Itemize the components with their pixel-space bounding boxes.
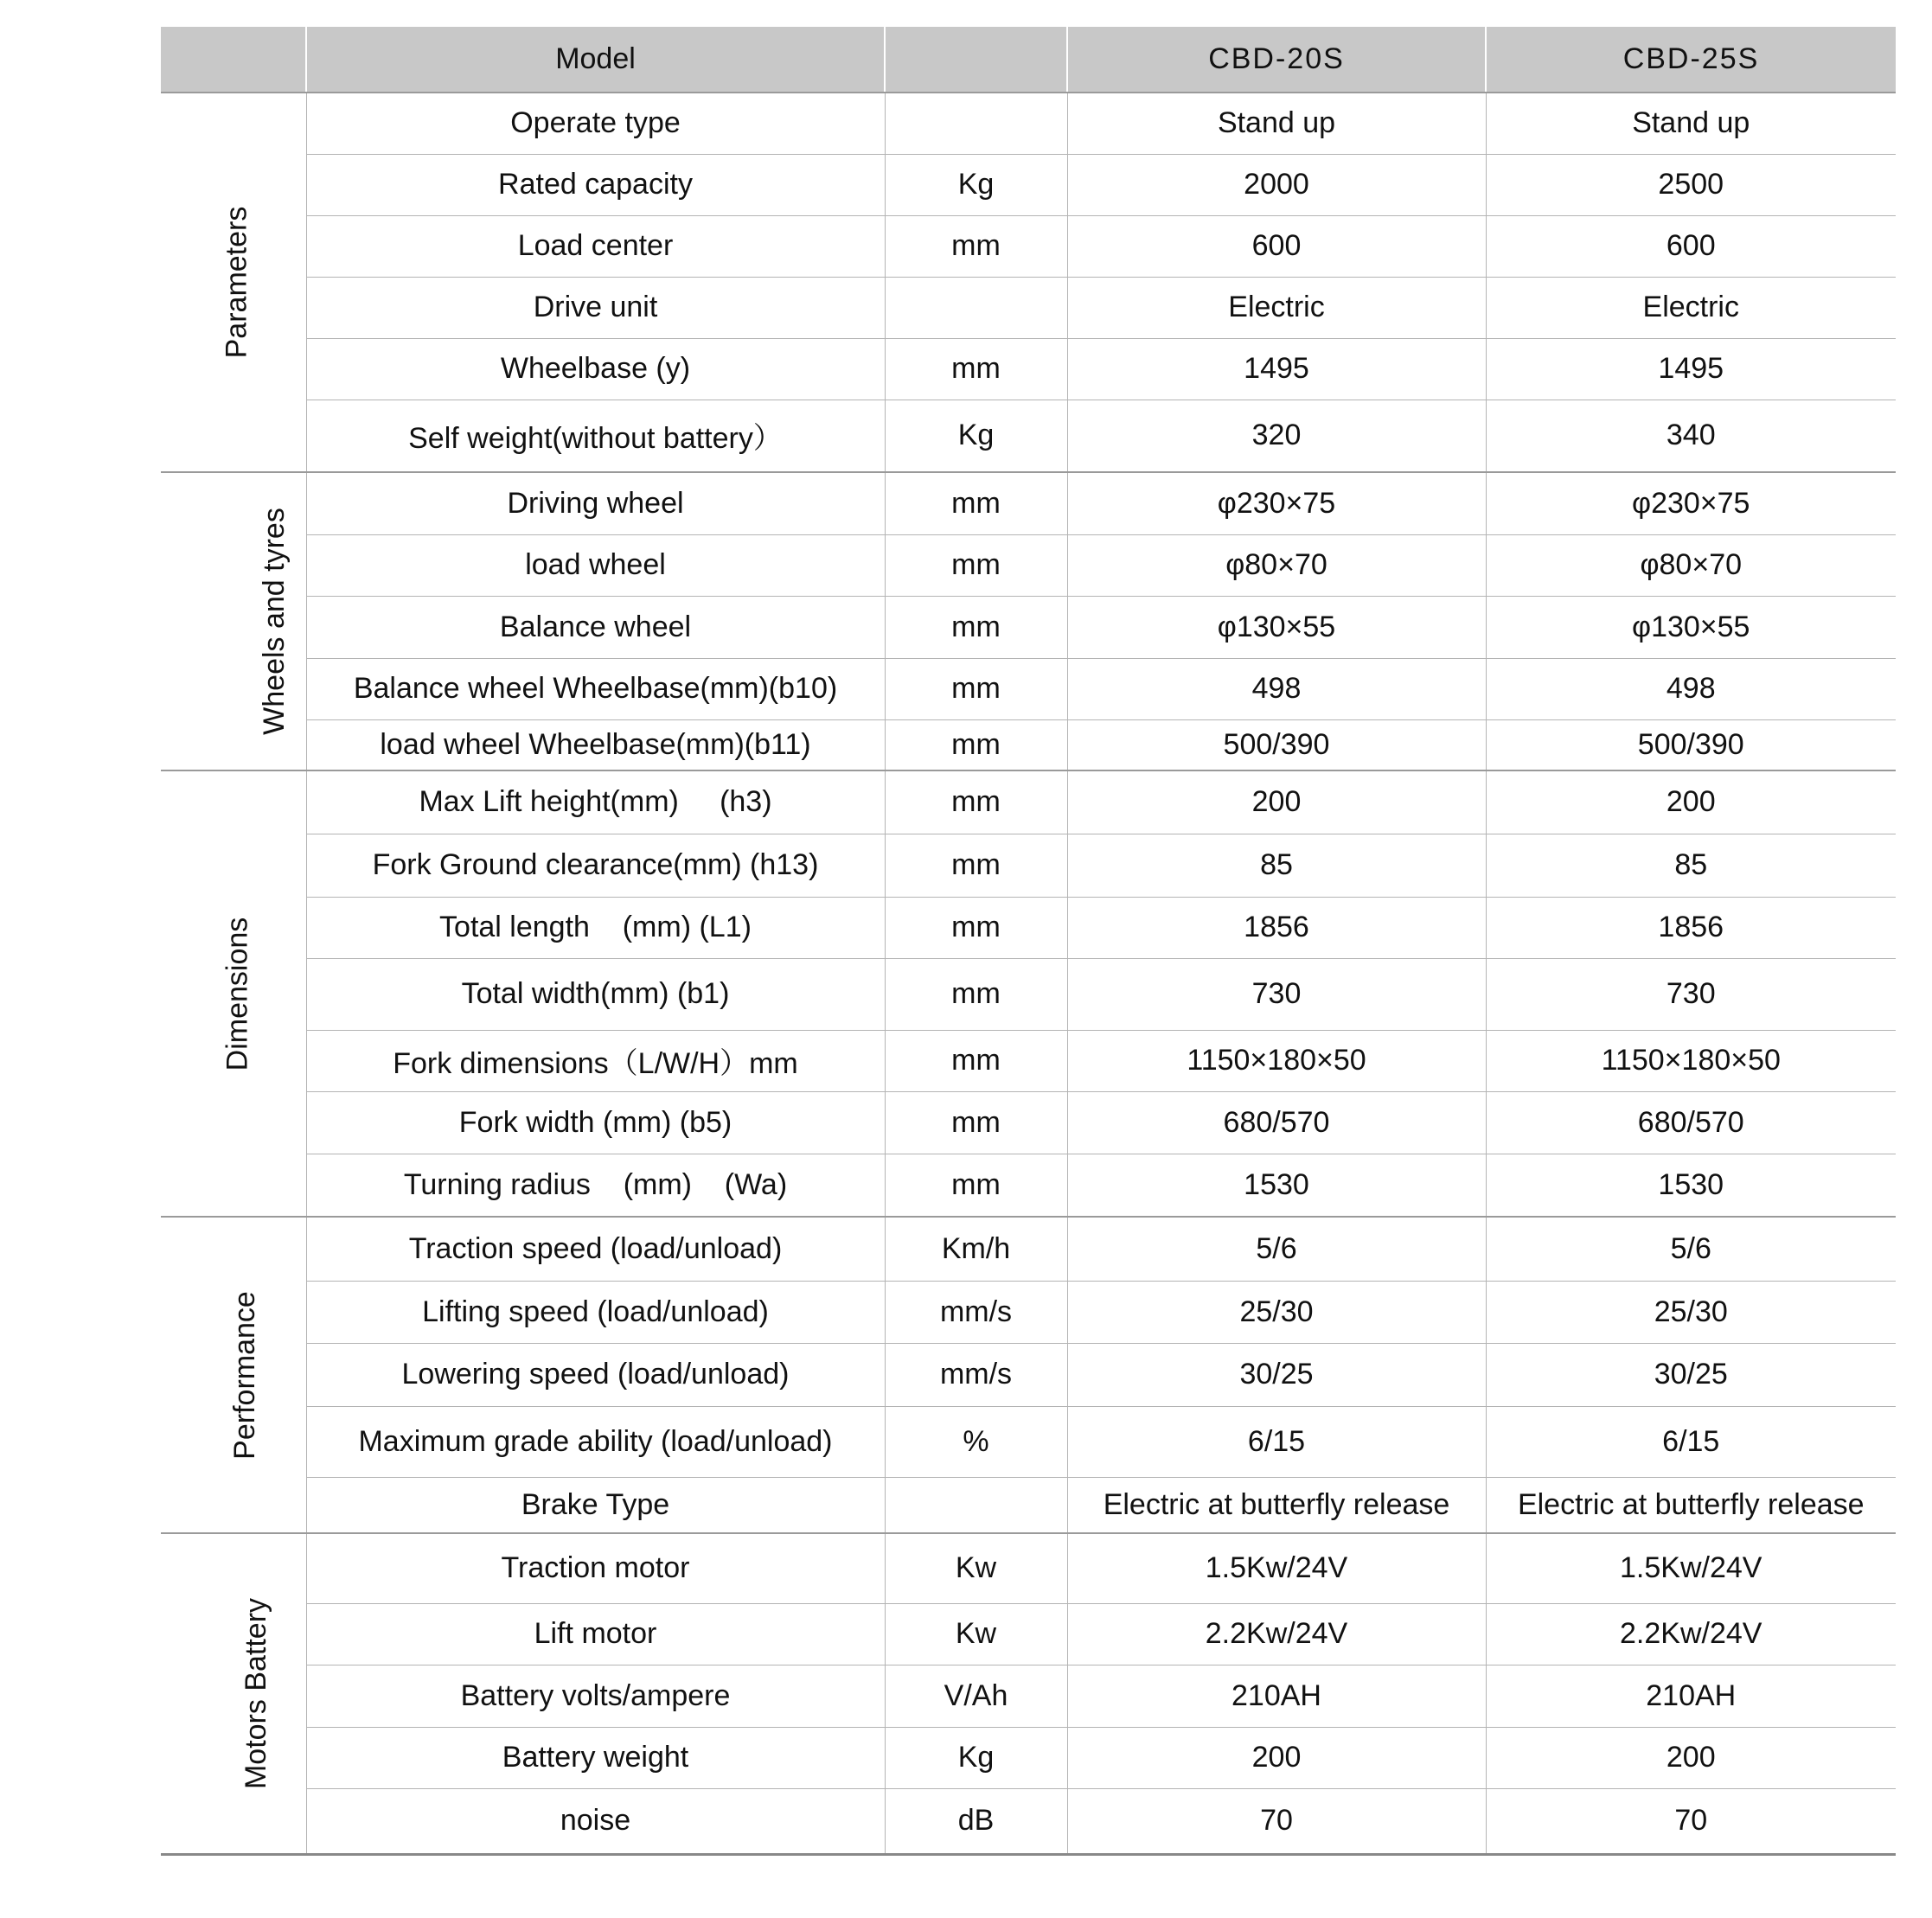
spec-value-cbd-20s: 200 [1067, 1727, 1486, 1788]
spec-label: Battery volts/ampere [306, 1665, 885, 1727]
spec-value-cbd-20s: Stand up [1067, 93, 1486, 154]
table-row [161, 277, 1896, 338]
spec-value-cbd-25s: 2.2Kw/24V [1486, 1603, 1896, 1665]
table-row [161, 1343, 1896, 1406]
spec-label: Max Lift height(mm) (h3) [306, 770, 885, 834]
table-row [161, 1533, 1896, 1603]
spec-label: Total width(mm) (b1) [306, 958, 885, 1030]
spec-value-cbd-20s: 6/15 [1067, 1406, 1486, 1477]
spec-unit: mm [885, 897, 1067, 958]
spec-unit: mm [885, 958, 1067, 1030]
spec-label: Drive unit [306, 277, 885, 338]
spec-label: noise [306, 1788, 885, 1854]
table-row [161, 719, 1896, 770]
spec-label: load wheel Wheelbase(mm)(b11) [306, 719, 885, 770]
spec-label: Traction speed (load/unload) [306, 1217, 885, 1281]
spec-body [161, 93, 1896, 1854]
spec-value-cbd-25s: 70 [1486, 1788, 1896, 1854]
spec-value-cbd-25s: 30/25 [1486, 1343, 1896, 1406]
group-label: Performance [227, 1290, 261, 1460]
spec-unit [885, 93, 1067, 154]
table-row [161, 215, 1896, 277]
spec-value-cbd-25s: 730 [1486, 958, 1896, 1030]
spec-unit: dB [885, 1788, 1067, 1854]
table-row [161, 834, 1896, 897]
table-row [161, 1091, 1896, 1154]
spec-unit [885, 1477, 1067, 1533]
spec-unit: Kg [885, 154, 1067, 215]
spec-value-cbd-20s: 1.5Kw/24V [1067, 1533, 1486, 1603]
table-row [161, 1603, 1896, 1665]
spec-unit: mm [885, 534, 1067, 596]
spec-value-cbd-20s: 2.2Kw/24V [1067, 1603, 1486, 1665]
spec-label: Lift motor [306, 1603, 885, 1665]
spec-label: Load center [306, 215, 885, 277]
spec-unit: mm/s [885, 1343, 1067, 1406]
spec-value-cbd-20s: 25/30 [1067, 1281, 1486, 1343]
spec-value-cbd-25s: φ130×55 [1486, 596, 1896, 658]
spec-value-cbd-25s: Electric at butterfly release [1486, 1477, 1896, 1533]
spec-unit [885, 277, 1067, 338]
table-row [161, 897, 1896, 958]
table-row [161, 770, 1896, 834]
spec-label: Fork Ground clearance(mm) (h13) [306, 834, 885, 897]
spec-value-cbd-20s: 85 [1067, 834, 1486, 897]
spec-value-cbd-20s: 70 [1067, 1788, 1486, 1854]
spec-label: Total length (mm) (L1) [306, 897, 885, 958]
spec-value-cbd-25s: 1495 [1486, 338, 1896, 400]
spec-value-cbd-25s: 2500 [1486, 154, 1896, 215]
group-cell [161, 93, 306, 472]
spec-value-cbd-20s: 680/570 [1067, 1091, 1486, 1154]
spec-unit: mm [885, 719, 1067, 770]
spec-value-cbd-25s: 1856 [1486, 897, 1896, 958]
spec-value-cbd-25s: 5/6 [1486, 1217, 1896, 1281]
spec-unit: mm [885, 1154, 1067, 1217]
group-label: Motors Battery [240, 1597, 273, 1789]
spec-label: Fork width (mm) (b5) [306, 1091, 885, 1154]
spec-value-cbd-20s: 1495 [1067, 338, 1486, 400]
table-row [161, 1217, 1896, 1281]
table-row [161, 596, 1896, 658]
spec-unit: mm [885, 834, 1067, 897]
spec-unit: mm [885, 1091, 1067, 1154]
spec-label: Balance wheel Wheelbase(mm)(b10) [306, 658, 885, 719]
spec-unit: mm [885, 1030, 1067, 1091]
header-group-cell [161, 27, 306, 93]
table-row [161, 1727, 1896, 1788]
table-row [161, 154, 1896, 215]
spec-value-cbd-25s: 25/30 [1486, 1281, 1896, 1343]
spec-label: Turning radius (mm) (Wa) [306, 1154, 885, 1217]
spec-value-cbd-20s: 320 [1067, 400, 1486, 472]
spec-unit: mm [885, 658, 1067, 719]
spec-label: Driving wheel [306, 472, 885, 534]
spec-unit: Kg [885, 1727, 1067, 1788]
group-cell [161, 770, 306, 1217]
spec-value-cbd-20s: 210AH [1067, 1665, 1486, 1727]
spec-value-cbd-20s: Electric [1067, 277, 1486, 338]
spec-value-cbd-25s: 500/390 [1486, 719, 1896, 770]
group-label: Parameters [220, 206, 253, 359]
spec-unit: Kw [885, 1533, 1067, 1603]
header-model-label: Model [306, 27, 885, 93]
spec-label: Operate type [306, 93, 885, 154]
spec-value-cbd-20s: 1530 [1067, 1154, 1486, 1217]
spec-unit: Kg [885, 400, 1067, 472]
header-row [161, 27, 1896, 93]
table-row [161, 472, 1896, 534]
spec-unit: mm/s [885, 1281, 1067, 1343]
spec-value-cbd-25s: 680/570 [1486, 1091, 1896, 1154]
table-row [161, 958, 1896, 1030]
spec-value-cbd-25s: 340 [1486, 400, 1896, 472]
spec-label: Rated capacity [306, 154, 885, 215]
spec-value-cbd-25s: φ230×75 [1486, 472, 1896, 534]
spec-label: load wheel [306, 534, 885, 596]
spec-unit: Kw [885, 1603, 1067, 1665]
spec-value-cbd-20s: 200 [1067, 770, 1486, 834]
spec-unit: mm [885, 472, 1067, 534]
spec-value-cbd-25s: 498 [1486, 658, 1896, 719]
spec-label: Fork dimensions（L/W/H）mm [306, 1030, 885, 1091]
spec-value-cbd-25s: 200 [1486, 1727, 1896, 1788]
spec-value-cbd-20s: φ230×75 [1067, 472, 1486, 534]
spec-value-cbd-25s: φ80×70 [1486, 534, 1896, 596]
table-row [161, 1665, 1896, 1727]
spec-label: Balance wheel [306, 596, 885, 658]
table-row [161, 1406, 1896, 1477]
spec-unit: mm [885, 596, 1067, 658]
table-row [161, 1788, 1896, 1854]
spec-value-cbd-25s: 1530 [1486, 1154, 1896, 1217]
table-row [161, 1154, 1896, 1217]
spec-value-cbd-25s: 200 [1486, 770, 1896, 834]
spec-value-cbd-20s: φ80×70 [1067, 534, 1486, 596]
spec-table [161, 27, 1896, 1856]
spec-value-cbd-20s: φ130×55 [1067, 596, 1486, 658]
spec-unit: V/Ah [885, 1665, 1067, 1727]
table-row [161, 93, 1896, 154]
table-row [161, 1030, 1896, 1091]
spec-label: Maximum grade ability (load/unload) [306, 1406, 885, 1477]
spec-label: Lowering speed (load/unload) [306, 1343, 885, 1406]
group-label: Dimensions [221, 917, 254, 1071]
group-cell [161, 1533, 306, 1854]
spec-label: Wheelbase (y) [306, 338, 885, 400]
group-cell [161, 1217, 306, 1533]
table-row [161, 534, 1896, 596]
spec-unit: Km/h [885, 1217, 1067, 1281]
spec-value-cbd-25s: 6/15 [1486, 1406, 1896, 1477]
header-unit-cell [885, 27, 1067, 93]
table-row [161, 338, 1896, 400]
spec-unit: mm [885, 338, 1067, 400]
spec-unit: % [885, 1406, 1067, 1477]
spec-value-cbd-20s: 500/390 [1067, 719, 1486, 770]
table-row [161, 1281, 1896, 1343]
spec-value-cbd-20s: 2000 [1067, 154, 1486, 215]
spec-value-cbd-20s: 498 [1067, 658, 1486, 719]
spec-value-cbd-20s: 1856 [1067, 897, 1486, 958]
spec-label: Self weight(without battery） [306, 400, 885, 472]
spec-label: Brake Type [306, 1477, 885, 1533]
header-model-cbd-20s: CBD-20S [1067, 27, 1486, 93]
spec-value-cbd-25s: 210AH [1486, 1665, 1896, 1727]
spec-value-cbd-25s: 1150×180×50 [1486, 1030, 1896, 1091]
header-model-cbd-25s: CBD-25S [1486, 27, 1896, 93]
spec-label: Lifting speed (load/unload) [306, 1281, 885, 1343]
spec-label: Traction motor [306, 1533, 885, 1603]
spec-value-cbd-25s: Electric [1486, 277, 1896, 338]
group-label: Wheels and tyres [257, 508, 291, 735]
spec-label: Battery weight [306, 1727, 885, 1788]
table-row [161, 400, 1896, 472]
spec-value-cbd-20s: 730 [1067, 958, 1486, 1030]
spec-unit: mm [885, 215, 1067, 277]
spec-value-cbd-20s: 5/6 [1067, 1217, 1486, 1281]
spec-value-cbd-20s: 30/25 [1067, 1343, 1486, 1406]
group-cell [161, 472, 306, 770]
spec-value-cbd-20s: 600 [1067, 215, 1486, 277]
spec-value-cbd-25s: Stand up [1486, 93, 1896, 154]
table-row [161, 1477, 1896, 1533]
spec-value-cbd-25s: 1.5Kw/24V [1486, 1533, 1896, 1603]
spec-unit: mm [885, 770, 1067, 834]
spec-value-cbd-20s: Electric at butterfly release [1067, 1477, 1486, 1533]
table-row [161, 658, 1896, 719]
spec-value-cbd-25s: 600 [1486, 215, 1896, 277]
spec-value-cbd-25s: 85 [1486, 834, 1896, 897]
spec-value-cbd-20s: 1150×180×50 [1067, 1030, 1486, 1091]
